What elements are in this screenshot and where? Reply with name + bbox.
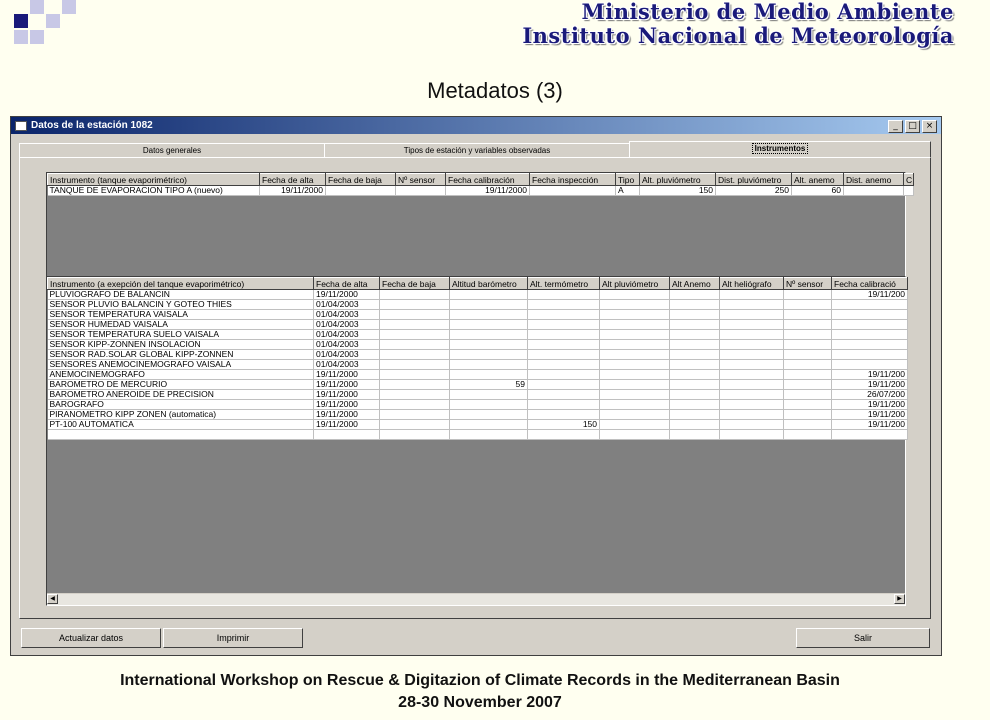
table-cell[interactable]: [784, 340, 832, 350]
tank-column-header[interactable]: Alt. anemo: [792, 174, 844, 186]
logo-square: [14, 14, 28, 28]
tab-strip: [19, 141, 929, 157]
table-cell[interactable]: PIRANOMETRO KIPP ZONEN (automatica): [48, 410, 314, 420]
instrument-column-header[interactable]: Fecha de baja: [380, 278, 450, 290]
close-button[interactable]: ×: [922, 120, 937, 133]
table-cell[interactable]: SENSOR TEMPERATURA SUELO VAISALA: [48, 330, 314, 340]
table-cell[interactable]: [450, 320, 528, 330]
table-cell[interactable]: [832, 430, 908, 440]
scroll-right-icon[interactable]: ▶: [894, 594, 905, 604]
table-row[interactable]: [48, 360, 908, 370]
instrument-column-header[interactable]: Alt Anemo: [670, 278, 720, 290]
table-cell[interactable]: 59: [450, 380, 528, 390]
table-cell[interactable]: [720, 390, 784, 400]
table-cell[interactable]: [450, 330, 528, 340]
tab-tipos-estacion[interactable]: [324, 143, 630, 158]
tank-table: [47, 173, 914, 196]
table-row[interactable]: [48, 186, 914, 196]
table-cell[interactable]: [720, 320, 784, 330]
table-row[interactable]: [48, 380, 908, 390]
table-cell[interactable]: [720, 400, 784, 410]
table-cell[interactable]: SENSOR PLUVIO BALANCIN Y GOTEO THIES: [48, 300, 314, 310]
table-row[interactable]: [48, 370, 908, 380]
instrument-column-header[interactable]: Alt pluviómetro: [600, 278, 670, 290]
table-cell[interactable]: [380, 410, 450, 420]
table-cell[interactable]: [670, 320, 720, 330]
table-cell[interactable]: [670, 360, 720, 370]
table-row[interactable]: [48, 340, 908, 350]
table-cell[interactable]: [380, 320, 450, 330]
table-cell[interactable]: [720, 430, 784, 440]
table-cell[interactable]: [450, 300, 528, 310]
table-cell[interactable]: 60: [792, 186, 844, 196]
tank-column-header[interactable]: C: [904, 174, 914, 186]
table-cell[interactable]: [720, 410, 784, 420]
table-cell[interactable]: A: [616, 186, 640, 196]
table-cell[interactable]: 19/11/2000: [314, 410, 380, 420]
table-cell[interactable]: [380, 290, 450, 300]
table-cell[interactable]: [600, 320, 670, 330]
table-cell[interactable]: [528, 360, 600, 370]
instrument-column-header[interactable]: Instrumento (a exepción del tanque evaporimétrico): [48, 278, 314, 290]
table-cell[interactable]: [528, 410, 600, 420]
table-cell[interactable]: [380, 420, 450, 430]
table-cell[interactable]: [670, 350, 720, 360]
table-cell[interactable]: [720, 420, 784, 430]
table-cell[interactable]: [450, 410, 528, 420]
table-cell[interactable]: [832, 320, 908, 330]
logo-square: [30, 0, 44, 14]
table-cell[interactable]: [670, 430, 720, 440]
table-cell[interactable]: 19/11/200: [832, 400, 908, 410]
print-button[interactable]: Imprimir: [163, 628, 303, 648]
table-cell[interactable]: [450, 360, 528, 370]
table-cell[interactable]: [720, 310, 784, 320]
table-cell[interactable]: 19/11/2000: [314, 400, 380, 410]
table-cell[interactable]: [832, 340, 908, 350]
table-cell[interactable]: ANEMOCINEMOGRAFO: [48, 370, 314, 380]
instrumentos-panel: [19, 157, 931, 619]
table-cell[interactable]: [720, 340, 784, 350]
table-cell[interactable]: 19/11/200: [832, 290, 908, 300]
instrument-column-header[interactable]: Alt. termómetro: [528, 278, 600, 290]
table-cell[interactable]: [380, 400, 450, 410]
tank-grid: [46, 172, 913, 284]
table-cell[interactable]: 19/11/2000: [260, 186, 326, 196]
table-cell[interactable]: 19/11/2000: [314, 370, 380, 380]
table-cell[interactable]: [380, 300, 450, 310]
table-cell[interactable]: 01/04/2003: [314, 300, 380, 310]
table-row[interactable]: [48, 300, 908, 310]
table-cell[interactable]: [670, 410, 720, 420]
table-cell[interactable]: [720, 300, 784, 310]
table-cell[interactable]: [784, 300, 832, 310]
table-cell[interactable]: [380, 340, 450, 350]
tab-datos-generales[interactable]: [19, 143, 325, 158]
table-cell[interactable]: 19/11/2000: [314, 420, 380, 430]
app-icon: [15, 121, 27, 131]
table-cell[interactable]: [600, 360, 670, 370]
footer-line2: 28-30 November 2007: [398, 694, 562, 711]
table-cell[interactable]: [600, 330, 670, 340]
table-cell[interactable]: [670, 300, 720, 310]
table-cell[interactable]: [844, 186, 904, 196]
table-cell[interactable]: [396, 186, 446, 196]
ministry-header: [522, 0, 954, 48]
scroll-left-icon[interactable]: ◀: [47, 594, 58, 604]
table-cell[interactable]: 19/11/200: [832, 410, 908, 420]
table-cell[interactable]: SENSOR TEMPERATURA VAISALA: [48, 310, 314, 320]
table-cell[interactable]: [670, 340, 720, 350]
tank-column-header[interactable]: Instrumento (tanque evaporimétrico): [48, 174, 260, 186]
table-row[interactable]: [48, 350, 908, 360]
table-cell[interactable]: [528, 340, 600, 350]
table-cell[interactable]: 19/11/2000: [314, 390, 380, 400]
table-cell[interactable]: 01/04/2003: [314, 350, 380, 360]
table-cell[interactable]: [784, 290, 832, 300]
table-cell[interactable]: [720, 360, 784, 370]
table-cell[interactable]: [832, 300, 908, 310]
logo-square: [14, 30, 28, 44]
window-titlebar[interactable]: [11, 117, 941, 134]
table-cell[interactable]: 01/04/2003: [314, 310, 380, 320]
table-cell[interactable]: [450, 370, 528, 380]
ministry-line2: Instituto Nacional de Meteorología: [522, 23, 954, 48]
table-row[interactable]: [48, 320, 908, 330]
table-cell[interactable]: 01/04/2003: [314, 360, 380, 370]
table-cell[interactable]: [528, 400, 600, 410]
table-cell[interactable]: [380, 330, 450, 340]
table-cell[interactable]: [450, 400, 528, 410]
table-cell[interactable]: SENSORES ANEMOCINEMOGRAFO VAISALA: [48, 360, 314, 370]
table-cell[interactable]: [380, 380, 450, 390]
table-cell[interactable]: [670, 330, 720, 340]
logo-square: [62, 0, 76, 14]
table-cell[interactable]: [528, 330, 600, 340]
table-cell[interactable]: [670, 370, 720, 380]
table-cell[interactable]: [528, 390, 600, 400]
table-row[interactable]: [48, 290, 908, 300]
table-cell[interactable]: [784, 330, 832, 340]
minimize-button[interactable]: _: [888, 120, 903, 133]
table-row[interactable]: [48, 330, 908, 340]
exit-button[interactable]: Salir: [796, 628, 930, 648]
tank-column-header[interactable]: Fecha de baja: [326, 174, 396, 186]
logo-square: [30, 30, 44, 44]
table-cell[interactable]: [528, 290, 600, 300]
instrument-column-header[interactable]: Fecha de alta: [314, 278, 380, 290]
tab-label: Datos generales: [142, 146, 202, 155]
table-cell[interactable]: [600, 400, 670, 410]
tank-column-header[interactable]: Nº sensor: [396, 174, 446, 186]
table-cell[interactable]: PLUVIOGRAFO DE BALANCIN: [48, 290, 314, 300]
table-cell[interactable]: 19/11/200: [832, 420, 908, 430]
footer: [60, 670, 900, 714]
instrument-grid: [46, 276, 906, 606]
table-cell[interactable]: [380, 430, 450, 440]
table-cell[interactable]: 19/11/2000: [314, 290, 380, 300]
table-cell[interactable]: [670, 380, 720, 390]
table-cell[interactable]: [720, 380, 784, 390]
table-cell[interactable]: 01/04/2003: [314, 320, 380, 330]
table-cell[interactable]: [600, 290, 670, 300]
table-cell[interactable]: [326, 186, 396, 196]
table-cell[interactable]: [600, 310, 670, 320]
table-cell[interactable]: 01/04/2003: [314, 330, 380, 340]
table-cell[interactable]: [670, 420, 720, 430]
table-cell[interactable]: [600, 340, 670, 350]
tab-instrumentos[interactable]: [629, 141, 931, 158]
table-cell[interactable]: BAROMETRO ANEROIDE DE PRECISION: [48, 390, 314, 400]
table-cell[interactable]: [832, 310, 908, 320]
table-cell[interactable]: [720, 350, 784, 360]
instrument-column-header[interactable]: Nº sensor: [784, 278, 832, 290]
table-cell[interactable]: [528, 350, 600, 360]
table-cell[interactable]: [528, 310, 600, 320]
table-cell[interactable]: [784, 380, 832, 390]
table-cell[interactable]: [600, 350, 670, 360]
table-cell[interactable]: [784, 410, 832, 420]
table-cell[interactable]: SENSOR HUMEDAD VAISALA: [48, 320, 314, 330]
table-cell[interactable]: [832, 360, 908, 370]
table-cell[interactable]: [784, 400, 832, 410]
table-cell[interactable]: [600, 390, 670, 400]
table-cell[interactable]: [832, 350, 908, 360]
tank-column-header[interactable]: Alt. pluviómetro: [640, 174, 716, 186]
table-cell[interactable]: [600, 370, 670, 380]
table-cell[interactable]: [600, 420, 670, 430]
table-cell[interactable]: 26/07/200: [832, 390, 908, 400]
table-cell[interactable]: [784, 360, 832, 370]
table-cell[interactable]: [784, 350, 832, 360]
table-cell[interactable]: 250: [716, 186, 792, 196]
footer-line1: International Workshop on Rescue & Digitazion of Climate Records in the Mediterranean Basin: [120, 672, 840, 689]
table-cell[interactable]: [784, 370, 832, 380]
instrument-table: [47, 277, 908, 440]
tab-label: Instrumentos: [752, 143, 809, 154]
table-cell[interactable]: [450, 420, 528, 430]
horizontal-scrollbar[interactable]: [47, 593, 905, 605]
table-cell[interactable]: [720, 370, 784, 380]
table-cell[interactable]: 19/11/200: [832, 380, 908, 390]
table-cell[interactable]: 01/04/2003: [314, 340, 380, 350]
table-cell[interactable]: [48, 430, 314, 440]
table-cell[interactable]: 19/11/2000: [314, 380, 380, 390]
tank-column-header[interactable]: Fecha de alta: [260, 174, 326, 186]
window-title: Datos de la estación 1082: [31, 120, 153, 131]
table-cell[interactable]: 19/11/2000: [446, 186, 530, 196]
table-cell[interactable]: [784, 430, 832, 440]
table-cell[interactable]: [450, 290, 528, 300]
table-cell[interactable]: [528, 430, 600, 440]
table-cell[interactable]: [450, 340, 528, 350]
table-cell[interactable]: [528, 320, 600, 330]
instrument-column-header[interactable]: Fecha calibració: [832, 278, 908, 290]
table-row[interactable]: [48, 390, 908, 400]
tab-label: Tipos de estación y variables observadas: [403, 146, 551, 155]
table-cell[interactable]: [784, 310, 832, 320]
tank-column-header[interactable]: Fecha calibración: [446, 174, 530, 186]
table-cell[interactable]: BAROMETRO DE MERCURIO: [48, 380, 314, 390]
table-cell[interactable]: [380, 370, 450, 380]
table-cell[interactable]: [600, 300, 670, 310]
table-cell[interactable]: [904, 186, 914, 196]
tank-column-header[interactable]: Fecha inspección: [530, 174, 616, 186]
table-cell[interactable]: [450, 350, 528, 360]
table-cell[interactable]: [670, 290, 720, 300]
table-cell[interactable]: [670, 310, 720, 320]
table-cell[interactable]: [528, 300, 600, 310]
table-cell[interactable]: [600, 430, 670, 440]
table-cell[interactable]: [670, 400, 720, 410]
table-cell[interactable]: [314, 430, 380, 440]
ministry-line1: Ministerio de Medio Ambiente: [581, 0, 954, 24]
table-cell[interactable]: [450, 430, 528, 440]
table-cell[interactable]: [380, 350, 450, 360]
table-cell[interactable]: TANQUE DE EVAPORACION TIPO A (nuevo): [48, 186, 260, 196]
table-cell[interactable]: [528, 380, 600, 390]
table-cell[interactable]: [670, 390, 720, 400]
table-cell[interactable]: [528, 370, 600, 380]
table-cell[interactable]: BAROGRAFO: [48, 400, 314, 410]
table-cell[interactable]: [784, 390, 832, 400]
table-cell[interactable]: [530, 186, 616, 196]
update-data-button[interactable]: Actualizar datos: [21, 628, 161, 648]
table-row[interactable]: [48, 400, 908, 410]
table-cell[interactable]: [600, 410, 670, 420]
table-cell[interactable]: PT-100 AUTOMATICA: [48, 420, 314, 430]
table-cell[interactable]: 19/11/200: [832, 370, 908, 380]
table-cell[interactable]: [784, 320, 832, 330]
station-window: [10, 116, 942, 656]
table-cell[interactable]: [450, 310, 528, 320]
table-cell[interactable]: SENSOR KIPP-ZONNEN INSOLACION: [48, 340, 314, 350]
tank-column-header[interactable]: Dist. anemo: [844, 174, 904, 186]
table-row[interactable]: [48, 410, 908, 420]
instrument-column-header[interactable]: Alt heliógrafo: [720, 278, 784, 290]
table-cell[interactable]: 150: [640, 186, 716, 196]
table-cell[interactable]: 150: [528, 420, 600, 430]
instrument-column-header[interactable]: Altitud barómetro: [450, 278, 528, 290]
table-cell[interactable]: [450, 390, 528, 400]
table-cell[interactable]: [600, 380, 670, 390]
table-cell[interactable]: [380, 390, 450, 400]
tank-column-header[interactable]: Dist. pluviómetro: [716, 174, 792, 186]
table-row[interactable]: [48, 420, 908, 430]
slide-title: Metadatos (3): [427, 78, 563, 103]
logo-square: [46, 14, 60, 28]
table-cell[interactable]: [720, 330, 784, 340]
table-row[interactable]: [48, 430, 908, 440]
table-cell[interactable]: SENSOR RAD.SOLAR GLOBAL KIPP-ZONNEN: [48, 350, 314, 360]
tank-column-header[interactable]: Tipo: [616, 174, 640, 186]
table-cell[interactable]: [784, 420, 832, 430]
table-cell[interactable]: [832, 330, 908, 340]
table-row[interactable]: [48, 310, 908, 320]
table-cell[interactable]: [380, 310, 450, 320]
maximize-button[interactable]: □: [905, 120, 920, 133]
table-cell[interactable]: [380, 360, 450, 370]
table-cell[interactable]: [720, 290, 784, 300]
